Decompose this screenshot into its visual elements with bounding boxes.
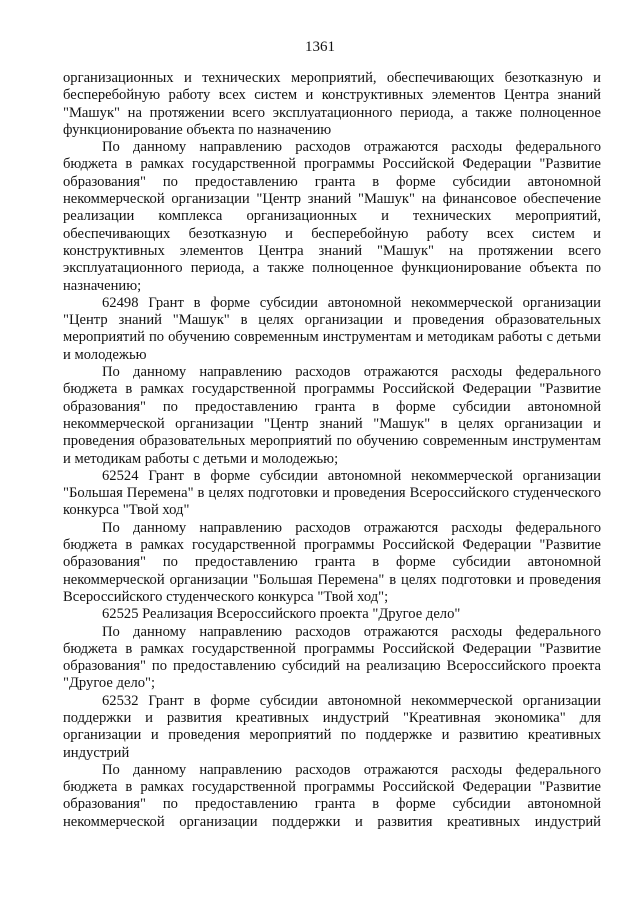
paragraph-code-62524: 62524 Грант в форме субсидии автономной некоммерческой организации "Большая Перемена" в целях подготовки и проведения Всероссийского студенческого конкурса "Твой ход" [63, 467, 601, 519]
paragraph-expense-description: По данному направлению расходов отражаются расходы федерального бюджета в рамках государственной программы Российской Федерации "Развитие образования" по предоставлению гранта в форме субсидии автономной некоммерческой организации "Большая Перемена" в целях подготовки и проведения Всероссийского студенческого конкурса "Твой ход"; [63, 519, 601, 605]
paragraph-continuation: организационных и технических мероприятий, обеспечивающих безотказную и бесперебойную работу всех систем и конструктивных элементов Центра знаний "Машук" на протяжении всего эксплуатационного периода, а также полноценное функционирование объекта по назначению [63, 70, 601, 138]
paragraph-expense-description: По данному направлению расходов отражаются расходы федерального бюджета в рамках государственной программы Российской Федерации "Развитие образования" по предоставлению гранта в форме субсидии автономной некоммерческой организации "Центр знаний "Машук" на финансовое обеспечение реализации комплекса организационных и технических мероприятий, обеспечивающих безотказную и бесперебойную работу всех систем и конструктивных элементов Центра знаний "Машук" на протяжении всего эксплуатационного периода, а также полноценное функционирование объекта по назначению; [63, 139, 601, 294]
paragraph-code-62525: 62525 Реализация Всероссийского проекта "Другое дело" [102, 606, 461, 623]
paragraph-expense-description: По данному направлению расходов отражаются расходы федерального бюджета в рамках государственной программы Российской Федерации "Развитие образования" по предоставлению субсидий на реализацию Всероссийского проекта "Другое дело"; [63, 623, 601, 692]
paragraph-code-62532: 62532 Грант в форме субсидии автономной некоммерческой организации поддержки и развития креативных индустрий "Креативная экономика" для организации и проведения мероприятий по поддержке и развитию креативных индустрий [63, 692, 601, 761]
page-number: 1361 [305, 39, 335, 55]
document-body [63, 70, 601, 831]
paragraph-code-62498: 62498 Грант в форме субсидии автономной некоммерческой организации "Центр знаний "Машук" в целях организации и проведения образовательных мероприятий по обучению современным инструментам и методикам работы с детьми и молодежью [63, 294, 601, 363]
paragraph-expense-description: По данному направлению расходов отражаются расходы федерального бюджета в рамках государственной программы Российской Федерации "Развитие образования" по предоставлению гранта в форме субсидии автономной некоммерческой организации "Центр знаний "Машук" в целях организации и проведения образовательных мероприятий по обучению современным инструментам и методикам работы с детьми и молодежью; [63, 364, 601, 467]
paragraph-expense-description: По данному направлению расходов отражаются расходы федерального бюджета в рамках государственной программы Российской Федерации "Развитие образования" по предоставлению гранта в форме субсидии автономной некоммерческой организации поддержки и развития креативных индустрий [63, 761, 601, 830]
